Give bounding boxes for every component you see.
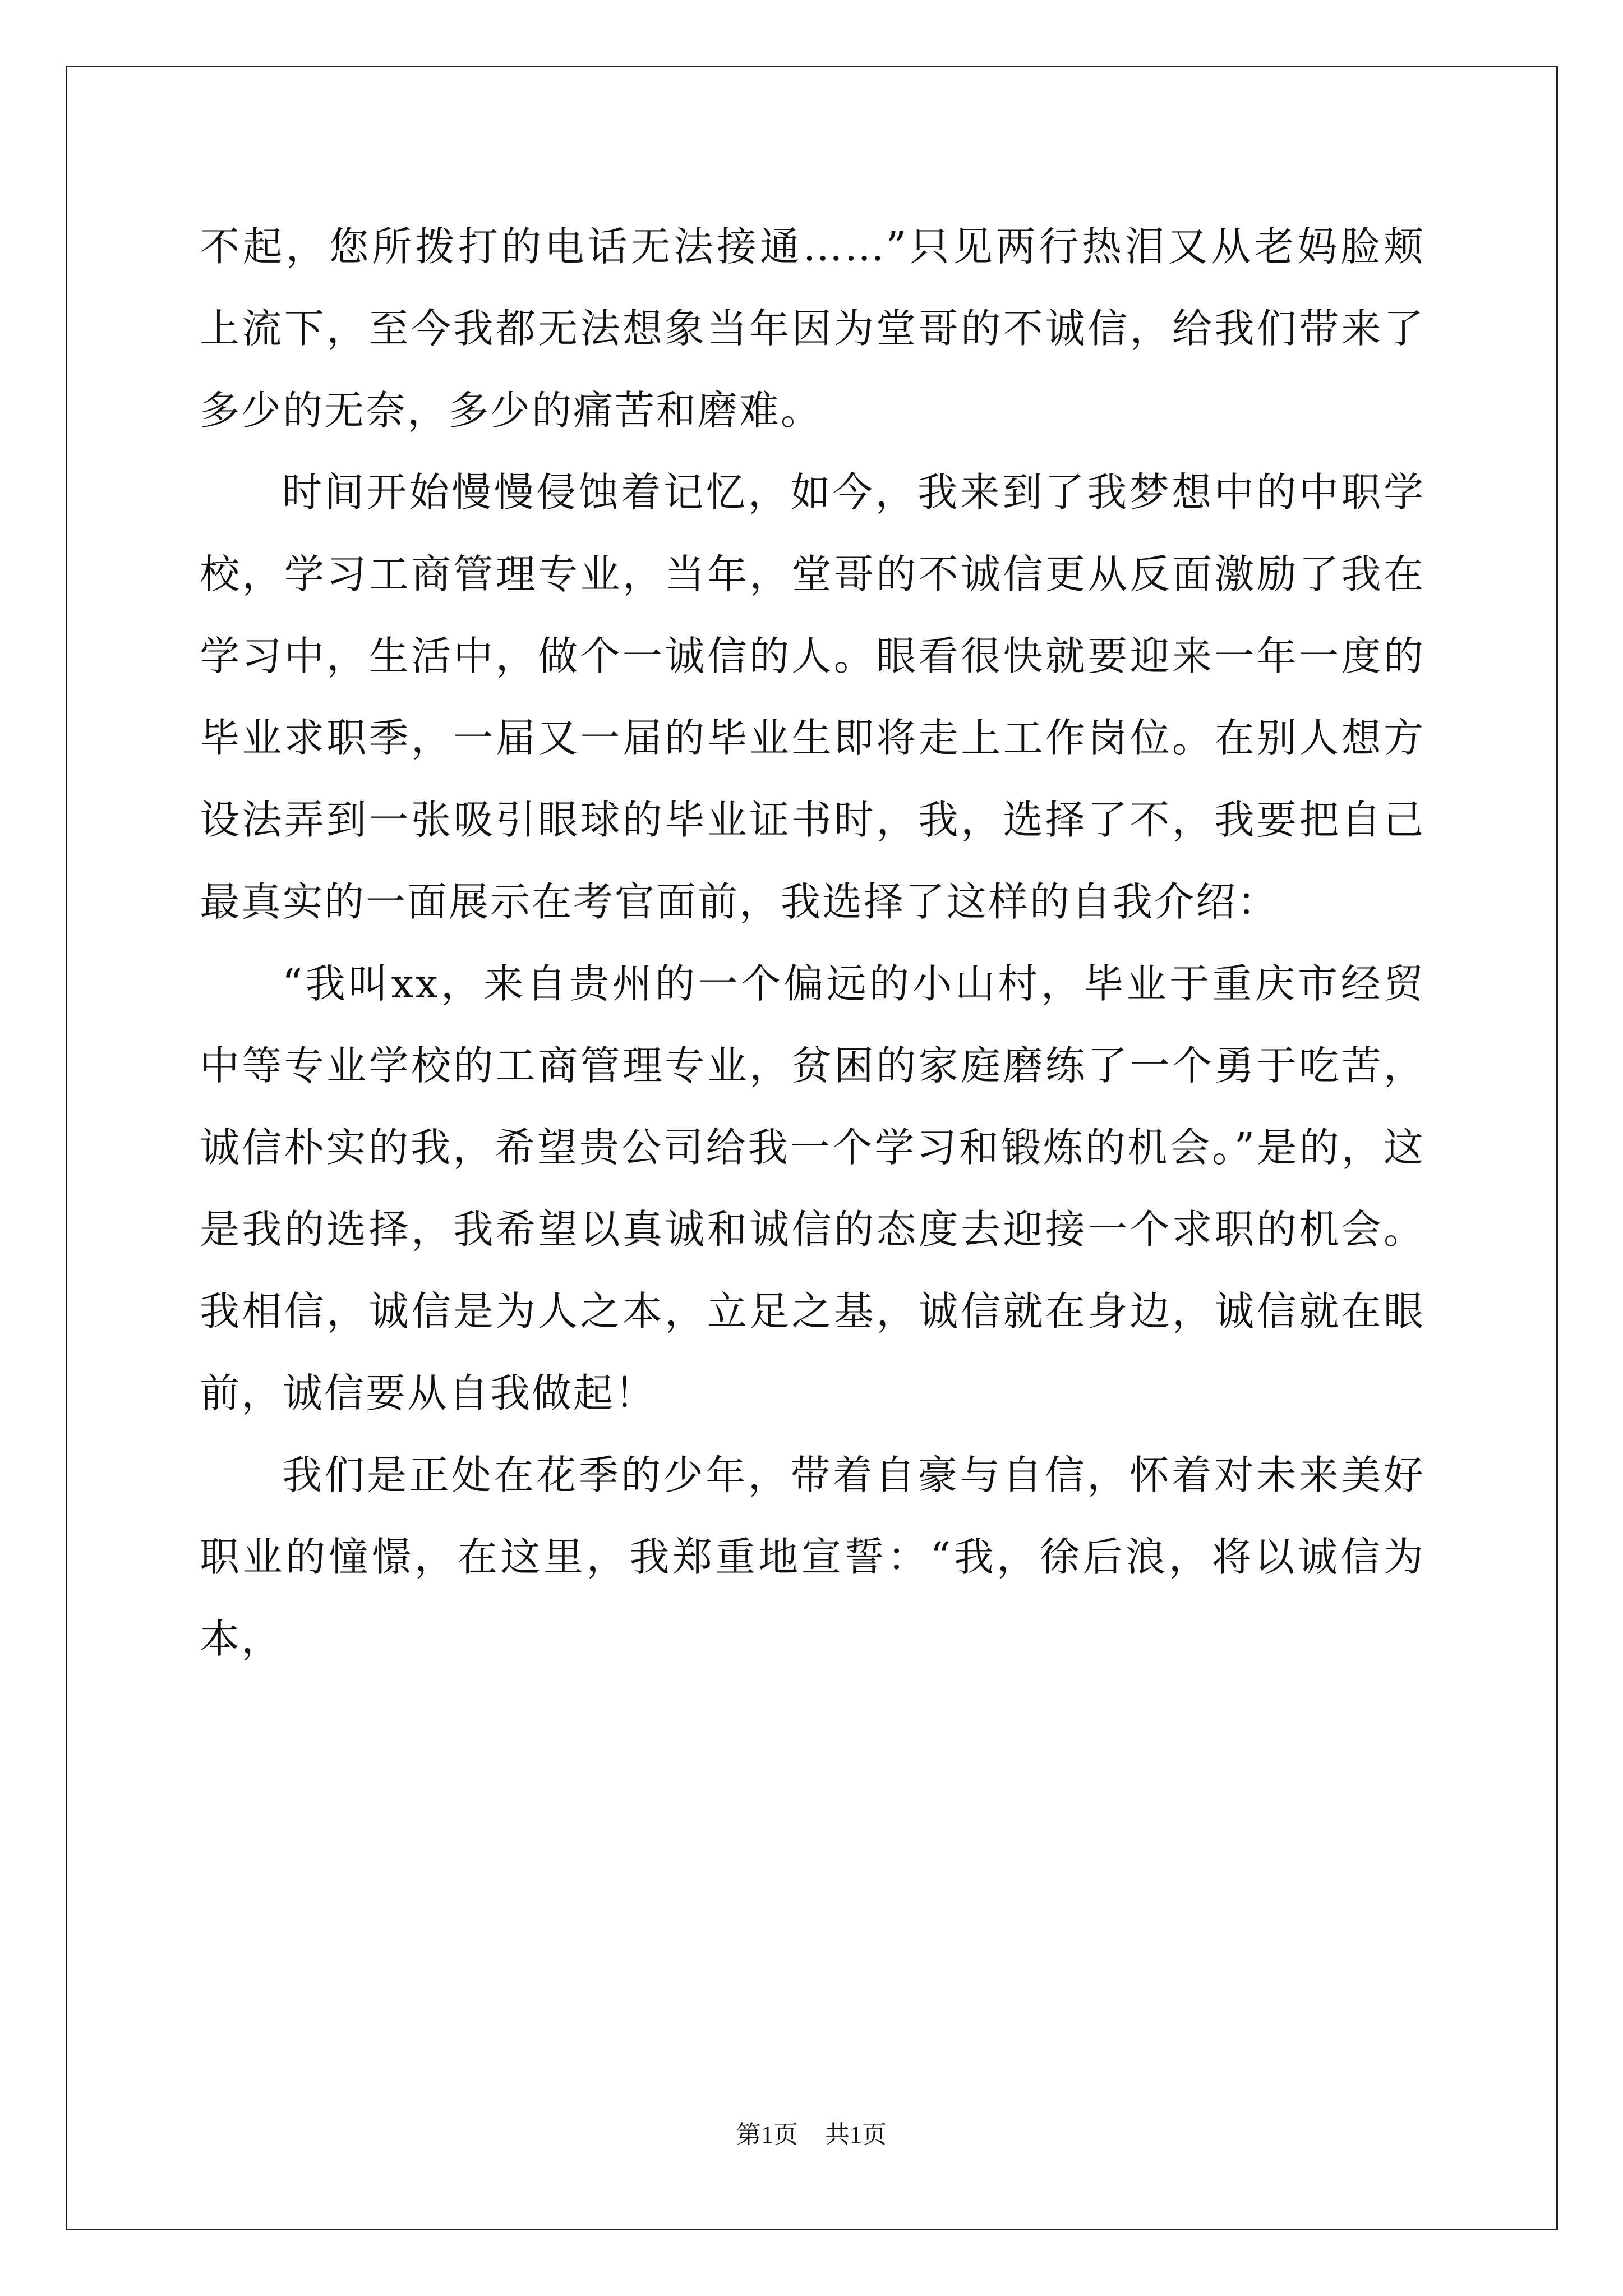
document-body bbox=[200, 206, 1425, 1680]
paragraph-1: 不起，您所拨打的电话无法接通……”只见两行热泪又从老妈脸颊上流下，至今我都无法想象当年因为堂哥的不诚信，给我们带来了多少的无奈，多少的痛苦和磨难。 bbox=[200, 223, 1425, 434]
paragraph-2: 时间开始慢慢侵蚀着记忆，如今，我来到了我梦想中的中职学校，学习工商管理专业，当年，堂哥的不诚信更从反面激励了我在学习中，生活中，做个一诚信的人。眼看很快就要迎来一年一度的毕业求职季，一届又一届的毕业生即将走上工作岗位。在别人想方设法弄到一张吸引眼球的毕业证书时，我，选择了不，我要把自己最真实的一面展示在考官面前，我选择了这样的自我介绍： bbox=[200, 469, 1425, 925]
page-footer bbox=[0, 2118, 1623, 2152]
page-number-current: 第1页 bbox=[736, 2121, 798, 2148]
paragraph-3: “我叫xx，来自贵州的一个偏远的小山村，毕业于重庆市经贸中等专业学校的工商管理专业，贫困的家庭磨练了一个勇于吃苦，诚信朴实的我，希望贵公司给我一个学习和锻炼的机会。”是的，这是我的选择，我希望以真诚和诚信的态度去迎接一个求职的机会。我相信，诚信是为人之本，立足之基，诚信就在身边，诚信就在眼前，诚信要从自我做起！ bbox=[200, 960, 1425, 1416]
paragraph-4: 我们是正处在花季的少年，带着自豪与自信，怀着对未来美好职业的憧憬，在这里，我郑重地宣誓：“我，徐后浪，将以诚信为本， bbox=[200, 1452, 1425, 1662]
page-number-total: 共1页 bbox=[825, 2121, 887, 2148]
